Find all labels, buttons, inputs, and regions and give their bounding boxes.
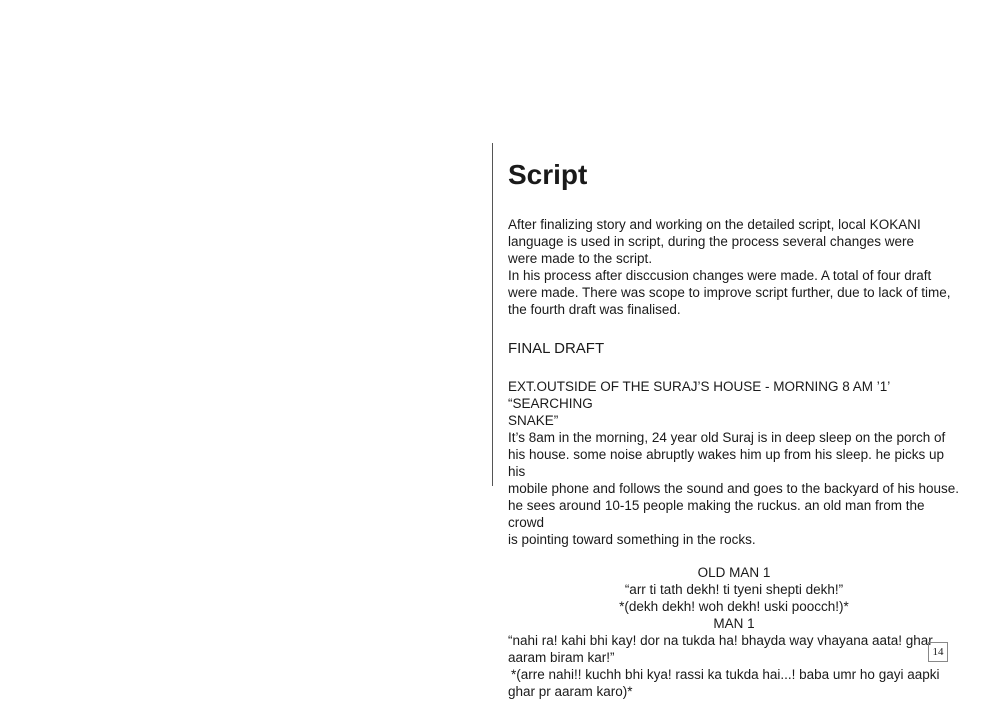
action-line: is pointing toward something in the rocks. <box>508 532 756 547</box>
scene-heading-line: EXT.OUTSIDE OF THE SURAJ’S HOUSE - MORNING 8 AM ’1’ “SEARCHING <box>508 379 890 411</box>
intro-paragraph <box>508 216 960 318</box>
scene-heading-line: SNAKE” <box>508 413 559 428</box>
action-line: It’s 8am in the morning, 24 year old Suraj is in deep sleep on the porch of <box>508 430 946 445</box>
page-title: Script <box>508 159 588 190</box>
script-page <box>508 150 960 700</box>
intro-line: After finalizing story and working on the detailed script, local KOKANI <box>508 217 921 232</box>
action-line: mobile phone and follows the sound and goes to the backyard of his house. <box>508 481 960 496</box>
dialogue-translation: *(arre nahi!! kuchh bhi kya! rassi ka tukda hai...! baba umr ho gayi aapki <box>511 667 940 682</box>
page-number: 14 <box>928 642 948 662</box>
action-line: he sees around 10-15 people making the ruckus. an old man from the crowd <box>508 498 925 530</box>
dialogue-line: “nahi ra! kahi bhi kay! dor na tukda ha! bhayda way vhayana aata! ghar <box>508 633 933 648</box>
intro-line: were made. There was scope to improve script further, due to lack of time, <box>508 285 951 300</box>
action-paragraph <box>508 429 960 548</box>
character-name: OLD MAN 1 <box>697 565 771 580</box>
dialogue-translation: *(dekh dekh! woh dekh! uski poocch!)* <box>619 599 849 614</box>
action-line: his house. some noise abruptly wakes him up from his sleep. he picks up his <box>508 447 944 479</box>
vertical-divider <box>492 143 493 486</box>
dialogue-block <box>508 564 960 700</box>
final-draft-heading: FINAL DRAFT <box>508 340 605 357</box>
dialogue-line: aaram biram kar!” <box>508 650 615 665</box>
character-name: MAN 1 <box>713 616 755 631</box>
intro-line: In his process after disccusion changes were made. A total of four draft <box>508 268 932 283</box>
intro-line: were made to the script. <box>508 251 653 266</box>
dialogue-translation: ghar pr aaram karo)* <box>508 684 633 699</box>
dialogue-line: “arr ti tath dekh! ti tyeni shepti dekh!” <box>624 582 844 597</box>
intro-line: the fourth draft was finalised. <box>508 302 681 317</box>
intro-line: language is used in script, during the process several changes were <box>508 234 914 249</box>
scene-heading <box>508 378 960 429</box>
